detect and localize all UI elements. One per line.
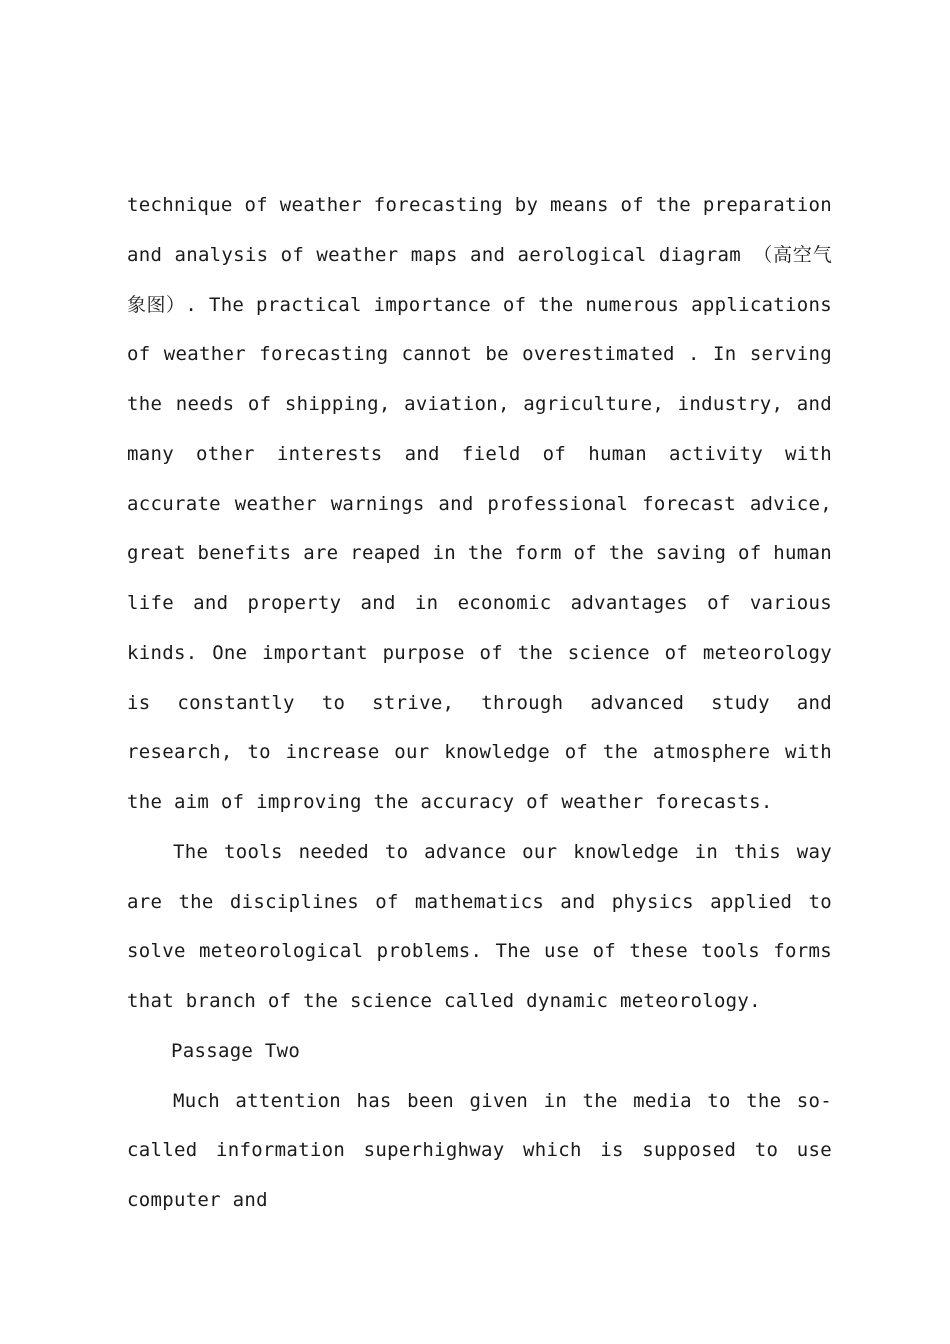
- paragraph-information-superhighway: Much attention has been given in the media to the so-called information superhighway which is supposed to use computer and: [127, 1089, 832, 1211]
- paragraph-tools: The tools needed to advance our knowledge in this way are the disciplines of mathematics and physics applied to solve meteorological problems. The use of these tools forms that branch of the science called dynamic meteorology.: [127, 840, 832, 1012]
- paragraph-weather-forecasting: technique of weather forecasting by means of the preparation and analysis of weather maps and aerological diagram （高空气象图）. The practical importance of the numerous applications of weather forecasting cannot be overestimated . In serving the needs of shipping, aviation, agriculture, industry, and many other interests and field of human activity with accurate weather warnings and professional forecast advice, great benefits are reaped in the form of the saving of human life and property and in economic advantages of various kinds. One important purpose of the science of meteorology is constantly to strive, through advanced study and research, to increase our knowledge of the atmosphere with the aim of improving the accuracy of weather forecasts.: [127, 194, 832, 813]
- passage-heading: Passage Two: [171, 1039, 301, 1062]
- document-page: [127, 181, 832, 1226]
